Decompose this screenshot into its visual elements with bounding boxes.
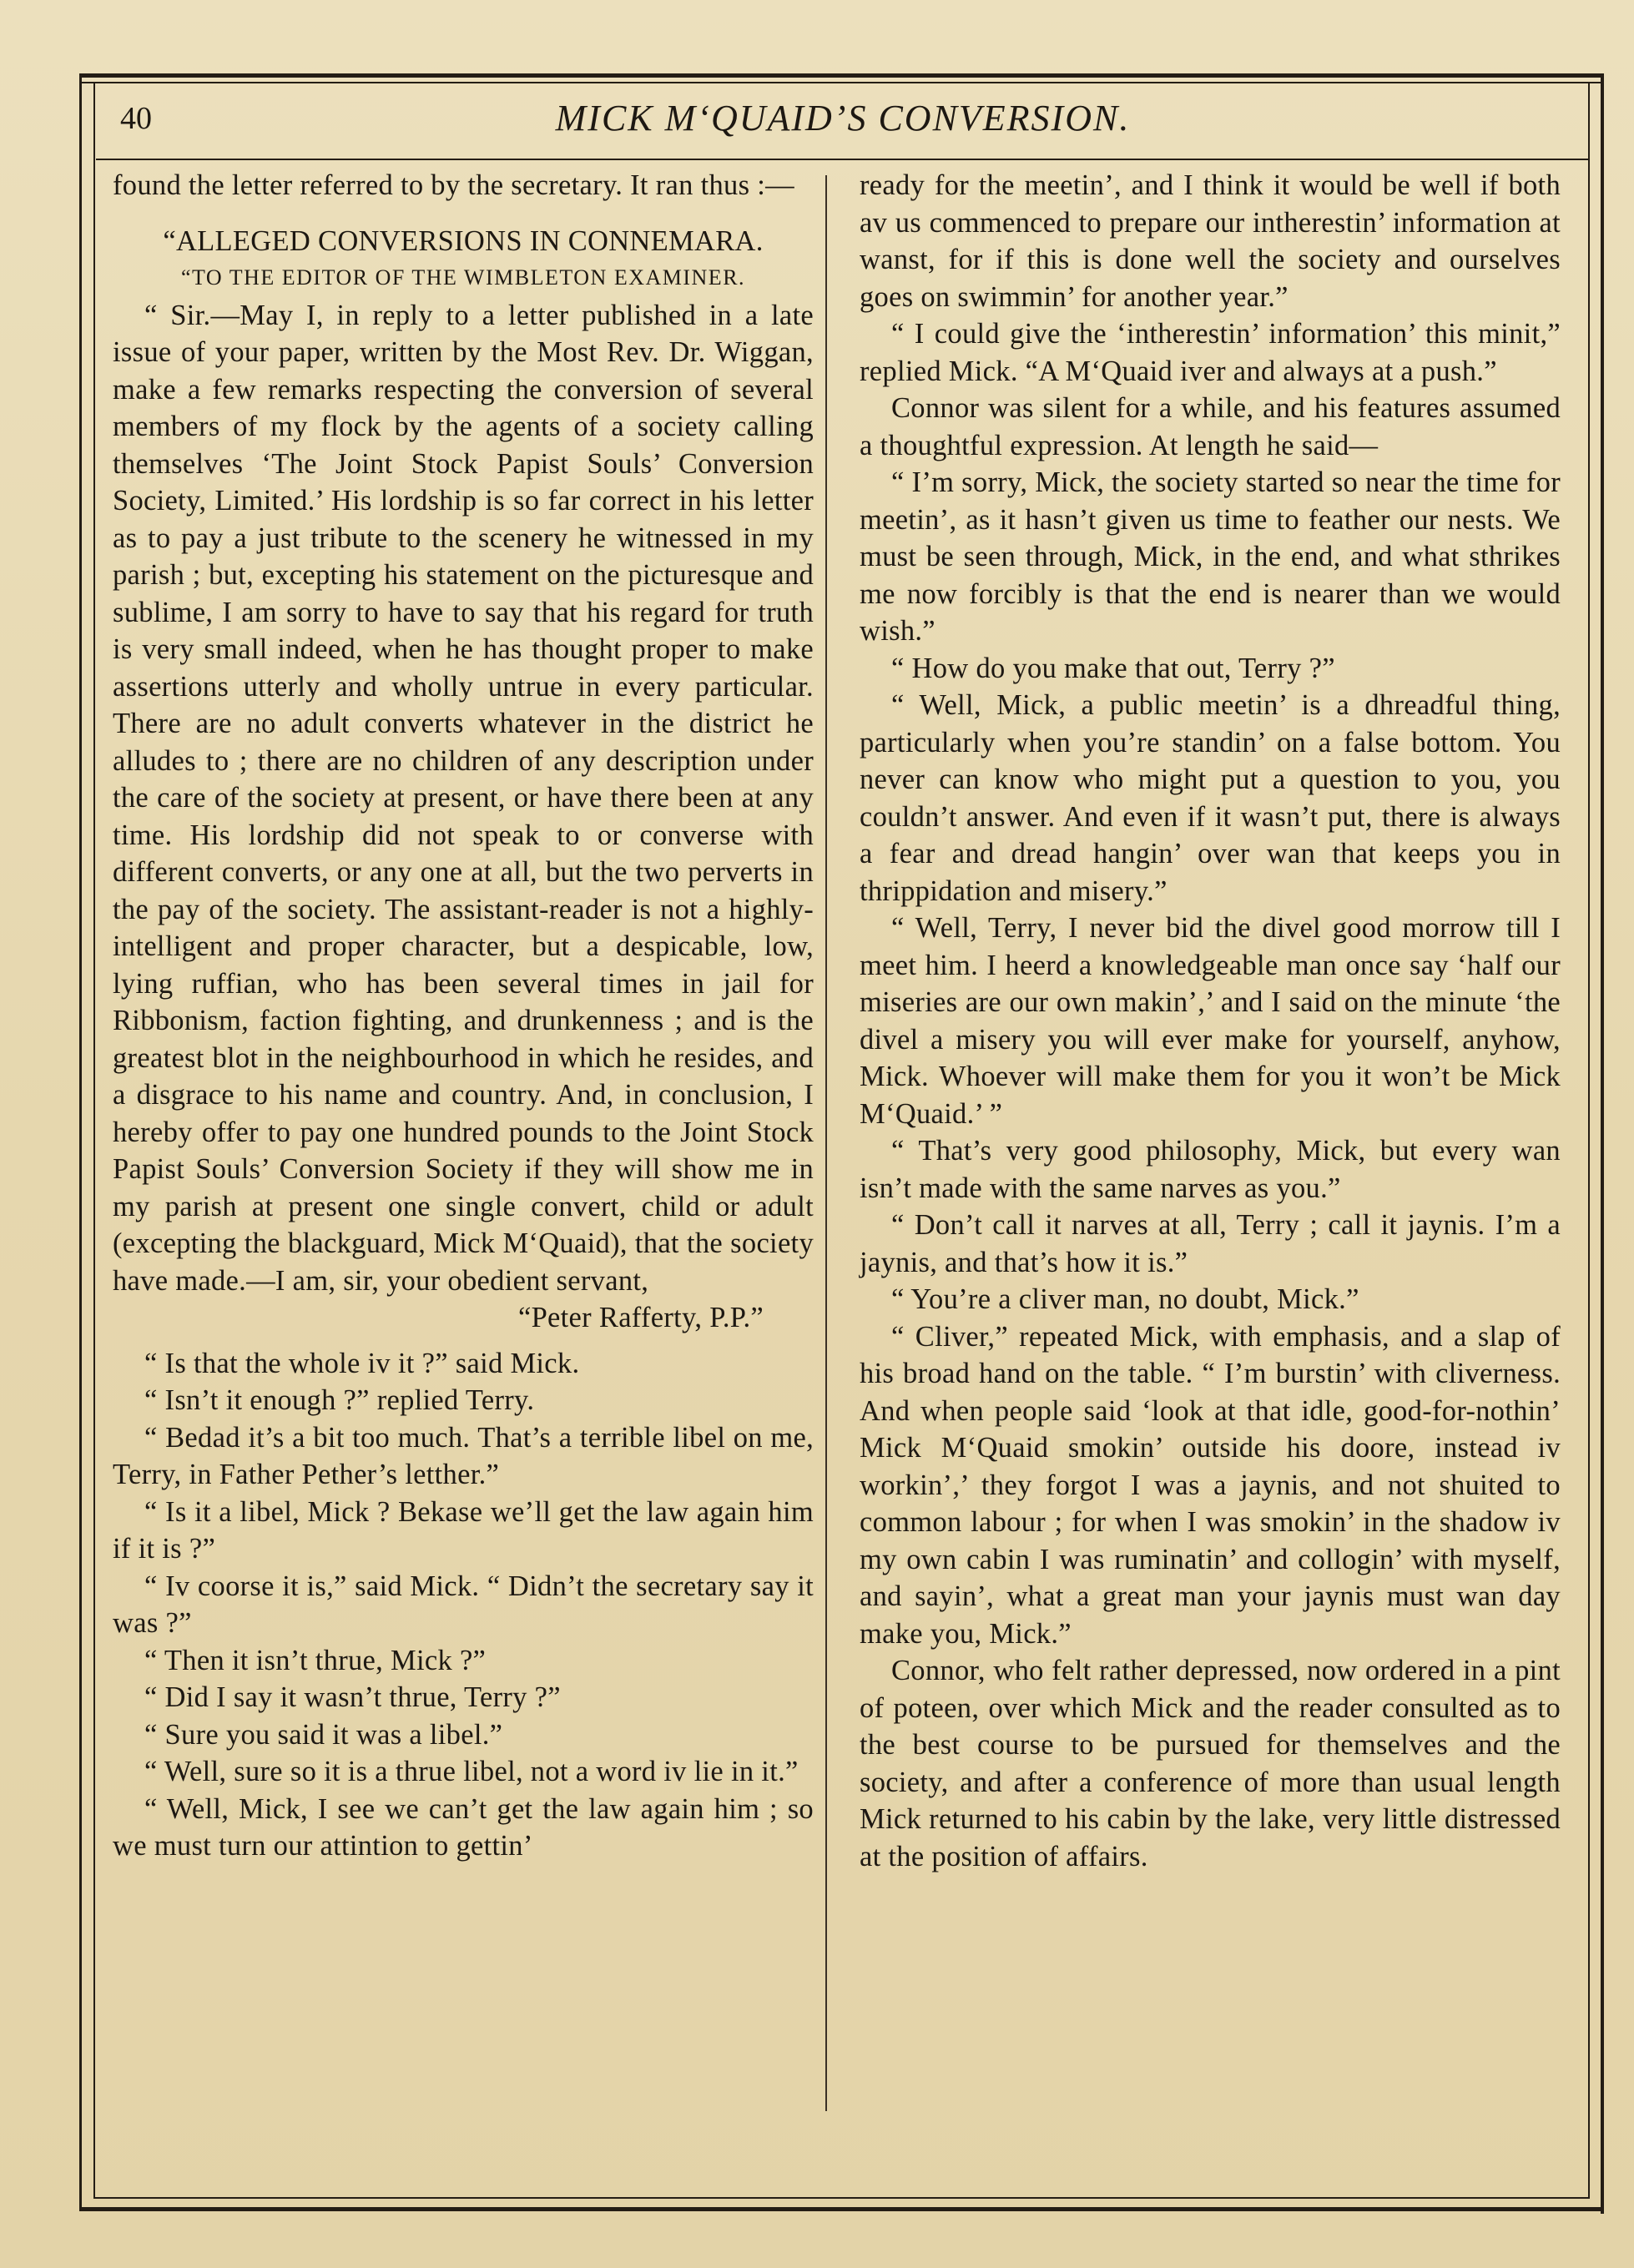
dialogue-line: “ How do you make that out, Terry ?” [891, 652, 1335, 684]
letter-body: “ Sir.—May I, in reply to a letter published in a late issue of your paper, written by the Most Rev. Dr. Wiggan, make a few remarks respecting the conversion of several members of my flock by the agents of a society calling themselves ‘The Joint Stock Papist Souls’ Conversion Society, Limited.’ His lordship is so far correct in his letter as to pay a just tribute to the scenery he witnessed in my parish ; but, excepting his statement on the picturesque and sublime, I am sorry to have to say that his regard for truth is very small indeed, when he has thought proper to make assertions utterly and wholly untrue in every particular. There are no adult converts whatever in the district he alludes to ; there are no children of any description under the care of the society at present, or have there been at any time. His lordship did not speak to or converse with different converts, or any one at all, but the two perverts in the pay of the society. The assistant-reader is not a highly-intelligent and proper character, but a despicable, low, lying ruffian, who has been several times in jail for Ribbonism, faction fighting, and drunkenness ; and is the greatest blot in the neighbourhood in which he resides, and a disgrace to his name and country. And, in conclusion, I hereby offer to pay one hundred pounds to the Joint Stock Papist Souls’ Conversion Society if they will show me in my parish at present one single convert, child or adult (excepting the blackguard, Mick M‘Quaid), that the society have made.—I am, sir, your obedient servant, [113, 299, 814, 1297]
left-column [113, 167, 814, 1865]
dialogue-line: “ I’m sorry, Mick, the society started so near the time for meetin’, as it hasn’t given us time to feather our nests. We must be seen through, Mick, in the end, and what sthrikes me now forcibly is that the end is nearer than we would wish.” [860, 466, 1561, 647]
dialogue-line: “ Don’t call it narves at all, Terry ; call it jaynis. I’m a jaynis, and that’s how it is.” [860, 1209, 1561, 1278]
paragraph: Connor was silent for a while, and his features assumed a thoughtful expression. At length he said— [860, 392, 1561, 461]
dialogue-line: “ Is it a libel, Mick ? Bekase we’ll get the law again him if it is ?” [113, 1495, 814, 1565]
bottom-rule-thick [79, 2207, 1604, 2211]
right-column [860, 167, 1561, 1875]
letter-heading: “ALLEGED CONVERSIONS IN CONNEMARA. [163, 224, 764, 257]
letter-addressee: “TO THE EDITOR OF THE WIMBLETON EXAMINER. [180, 265, 746, 290]
top-rule-thin [79, 82, 1602, 83]
left-frame-outer [79, 73, 82, 2210]
dialogue-line: “ Iv coorse it is,” said Mick. “ Didn’t the secretary say it was ?” [113, 1570, 814, 1639]
bottom-rule-thin [93, 2197, 1590, 2199]
right-frame-inner [1588, 83, 1590, 2199]
dialogue-line: “ Isn’t it enough ?” replied Terry. [144, 1384, 535, 1416]
right-frame-outer [1601, 73, 1604, 2214]
dialogue-line: “ Well, Mick, I see we can’t get the law again him ; so we must turn our attintion to gettin’ [113, 1792, 814, 1862]
top-rule-thick [79, 73, 1602, 78]
paragraph: found the letter referred to by the secretary. It ran thus :— [113, 169, 794, 201]
dialogue-line: “ Then it isn’t thrue, Mick ?” [144, 1644, 487, 1676]
paragraph: ready for the meetin’, and I think it would be well if both av us commenced to prepare our intherestin’ information at wanst, for if this is done well the society and ourselves goes on swimmin’ for another year.” [860, 169, 1561, 313]
running-title: MICK M‘QUAID’S CONVERSION. [555, 98, 1131, 139]
dialogue-line: “ You’re a cliver man, no doubt, Mick.” [891, 1283, 1359, 1315]
dialogue-line: “ Is that the whole iv it ?” said Mick. [144, 1347, 580, 1379]
dialogue-line: “ Well, Terry, I never bid the divel good morrow till I meet him. I heerd a knowledgeable man once say ‘half our miseries are our own makin’,’ and I said on the minute ‘the divel a misery you will ever make for yourself, anyhow, Mick. Whoever will make them for you it won’t be Mick M‘Quaid.’ ” [860, 912, 1561, 1130]
dialogue-line: “ Sure you said it was a libel.” [144, 1718, 503, 1751]
dialogue-line: “ Cliver,” repeated Mick, with emphasis, and a slap of his broad hand on the table. “ I’m burstin’ with cliverness. And when people said ‘look at that idle, good-for-nothin’ Mick M‘Quaid smokin’ outside his doore, instead iv workin’,’ they forgot I was a jaynis, and not shuited to common labour ; for when I was smokin’ in the shadow iv my own cabin I was ruminatin’ and collogin’ with myself, and sayin’, what a great man your jaynis must wan day make you, Mick.” [860, 1320, 1561, 1650]
left-frame-inner [93, 83, 95, 2199]
letter-signature: “Peter Rafferty, P.P.” [517, 1302, 764, 1333]
column-divider [825, 175, 827, 2111]
page-number: 40 [120, 101, 152, 136]
dialogue-line: “ That’s very good philosophy, Mick, but every wan isn’t made with the same narves as you.” [860, 1135, 1561, 1204]
dialogue-line: “ Did I say it wasn’t thrue, Terry ?” [144, 1681, 561, 1713]
running-header [108, 85, 1577, 160]
dialogue-line: “ Well, sure so it is a thrue libel, not a word iv lie in it.” [144, 1756, 799, 1787]
dialogue-line: “ I could give the ‘intherestin’ information’ this minit,” replied Mick. “A M‘Quaid iver and always at a push.” [860, 318, 1561, 387]
dialogue-line: “ Well, Mick, a public meetin’ is a dhreadful thing, particularly when you’re standin’ on a false bottom. You never can know who might put a question to you, you couldn’t answer. And even if it wasn’t put, there is always a fear and dread hangin’ over wan that keeps you in thrippidation and misery.” [860, 689, 1561, 907]
dialogue-line: “ Bedad it’s a bit too much. That’s a terrible libel on me, Terry, in Father Pether’s letther.” [113, 1421, 814, 1490]
paragraph: Connor, who felt rather depressed, now ordered in a pint of poteen, over which Mick and the reader consulted as to the best course to be pursued for themselves and the society, and after a conference of more than usual length Mick returned to his cabin by the lake, very little distressed at the position of affairs. [860, 1655, 1561, 1872]
